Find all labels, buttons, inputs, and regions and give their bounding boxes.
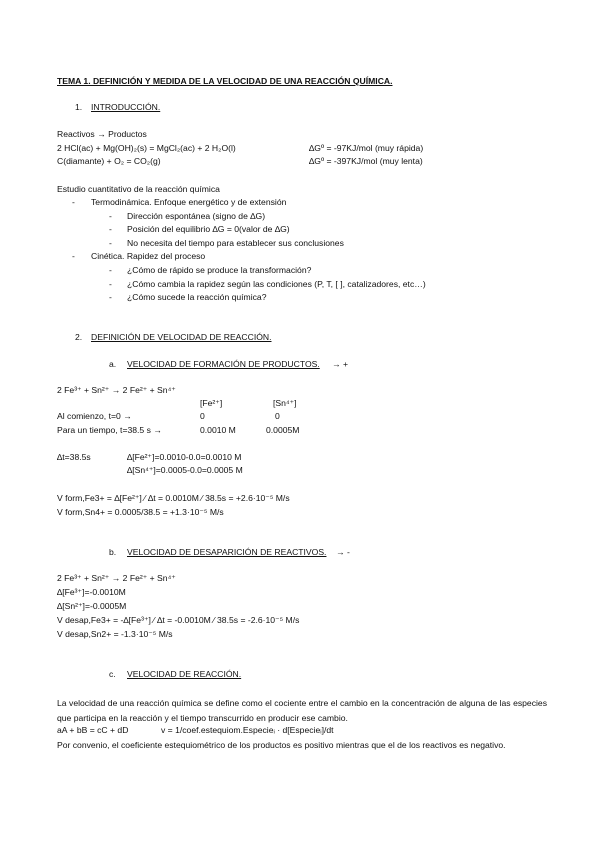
delta-fe-disappearance: ∆[Fe³⁺]=-0.0010M (57, 587, 126, 597)
bullet-dash: - (109, 211, 112, 221)
kinetics-subitem: ¿Cómo cambia la rapidez según las condiciones (P, T, [ ], catalizadores, etc…) (127, 279, 426, 289)
study-heading: Estudio cuantitativo de la reacción química (57, 184, 220, 194)
row-time-sn-value: 0.0005M (266, 425, 300, 435)
reactants-products-line: Reactivos → Productos (57, 129, 147, 139)
delta-sn-formation: ∆[Sn⁴⁺]=0.0005-0.0=0.0005 M (127, 465, 243, 475)
subsection-c-heading: VELOCIDAD DE REACCIÓN. (127, 669, 242, 679)
bullet-dash: - (109, 265, 112, 275)
row-start-fe-value: 0 (200, 411, 205, 421)
equation-1-gibbs: ∆Gº = -97KJ/mol (muy rápida) (309, 143, 424, 153)
delta-fe-formation: ∆[Fe²⁺]=0.0010-0.0=0.0010 M (127, 452, 242, 462)
equation-2: C(diamante) + O₂ = CO₂(g) (57, 156, 161, 166)
page-title: TEMA 1. DEFINICIÓN Y MEDIDA DE LA VELOCIDAD DE UNA REACCIÓN QUÍMICA. (57, 76, 393, 86)
delta-t: ∆t=38.5s (57, 452, 91, 462)
bullet-dash: - (72, 197, 75, 207)
kinetics-subitem: ¿Cómo sucede la reacción química? (127, 292, 267, 302)
column-header-sn: [Sn⁴⁺] (273, 398, 297, 408)
bullet-dash: - (72, 251, 75, 261)
equation-2-gibbs: ∆Gº = -397KJ/mol (muy lenta) (309, 156, 423, 166)
reaction-equation-a: 2 Fe³⁺ + Sn²⁺ → 2 Fe²⁺ + Sn⁴⁺ (57, 385, 176, 395)
general-reaction: aA + bB = cC + dD (57, 725, 129, 735)
subsection-c-letter: c. (109, 669, 116, 679)
bullet-dash: - (109, 279, 112, 289)
subsection-b-sign: → - (336, 547, 350, 557)
velocity-disappearance-sn: V desap,Sn2+ = -1.3·10⁻⁵ M/s (57, 629, 173, 639)
velocity-formation-sn: V form,Sn4+ = 0.0005/38.5 = +1.3·10⁻⁵ M/s (57, 507, 224, 517)
column-header-fe: [Fe²⁺] (200, 398, 223, 408)
section-2-number: 2. (75, 332, 83, 342)
row-time-label: Para un tiempo, t=38.5 s → (57, 425, 162, 435)
rate-formula: v = 1/coef.estequiom.Especieᵢ · d[Especieᵢ]/dt (161, 725, 334, 735)
section-2-heading: DEFINICIÓN DE VELOCIDAD DE REACCIÓN. (91, 332, 272, 342)
thermodynamics-item: Termodinámica. Enfoque energético y de extensión (91, 197, 287, 207)
thermo-subitem: No necesita del tiempo para establecer sus conclusiones (127, 238, 344, 248)
row-start-label: Al comienzo, t=0 → (57, 411, 132, 421)
subsection-a-heading: VELOCIDAD DE FORMACIÓN DE PRODUCTOS. (127, 359, 320, 369)
bullet-dash: - (109, 238, 112, 248)
thermo-subitem: Dirección espontánea (signo de ∆G) (127, 211, 266, 221)
kinetics-item: Cinética. Rapidez del proceso (91, 251, 206, 261)
velocity-disappearance-fe: V desap,Fe3+ = -∆[Fe³⁺] ⁄ ∆t = -0.0010M ⁄ 38.5s = -2.6·10⁻⁵ M/s (57, 615, 300, 625)
section-1-number: 1. (75, 102, 83, 112)
delta-sn-disappearance: ∆[Sn²⁺]=-0.0005M (57, 601, 127, 611)
reaction-rate-definition: La velocidad de una reacción química se define como el cociente entre el cambio en la concentración de alguna de las especies que participa en la reacción y el tiempo transcurrido en producir ese cambio. (57, 698, 547, 723)
bullet-dash: - (109, 224, 112, 234)
reaction-equation-b: 2 Fe³⁺ + Sn²⁺ → 2 Fe²⁺ + Sn⁴⁺ (57, 573, 176, 583)
subsection-a-letter: a. (109, 359, 117, 369)
subsection-b-heading: VELOCIDAD DE DESAPARICIÓN DE REACTIVOS. (127, 547, 327, 557)
sign-convention-paragraph: Por convenio, el coeficiente estequiométrico de los productos es positivo mientras que el de los reactivos es negativo. (57, 740, 506, 750)
row-start-sn-value: 0 (275, 411, 280, 421)
section-1-heading: INTRODUCCIÓN. (91, 102, 161, 112)
thermo-subitem: Posición del equilibrio ∆G = 0(valor de ∆G) (127, 224, 290, 234)
velocity-formation-fe: V form,Fe3+ = ∆[Fe²⁺] ⁄ ∆t = 0.0010M ⁄ 38.5s = +2.6·10⁻⁵ M/s (57, 493, 290, 503)
equation-1: 2 HCl(ac) + Mg(OH)₂(s) = MgCl₂(ac) + 2 H₂O(l) (57, 143, 236, 153)
row-time-fe-value: 0.0010 M (200, 425, 236, 435)
subsection-a-sign: → + (332, 359, 348, 369)
kinetics-subitem: ¿Cómo de rápido se produce la transformación? (127, 265, 312, 275)
subsection-b-letter: b. (109, 547, 117, 557)
bullet-dash: - (109, 292, 112, 302)
